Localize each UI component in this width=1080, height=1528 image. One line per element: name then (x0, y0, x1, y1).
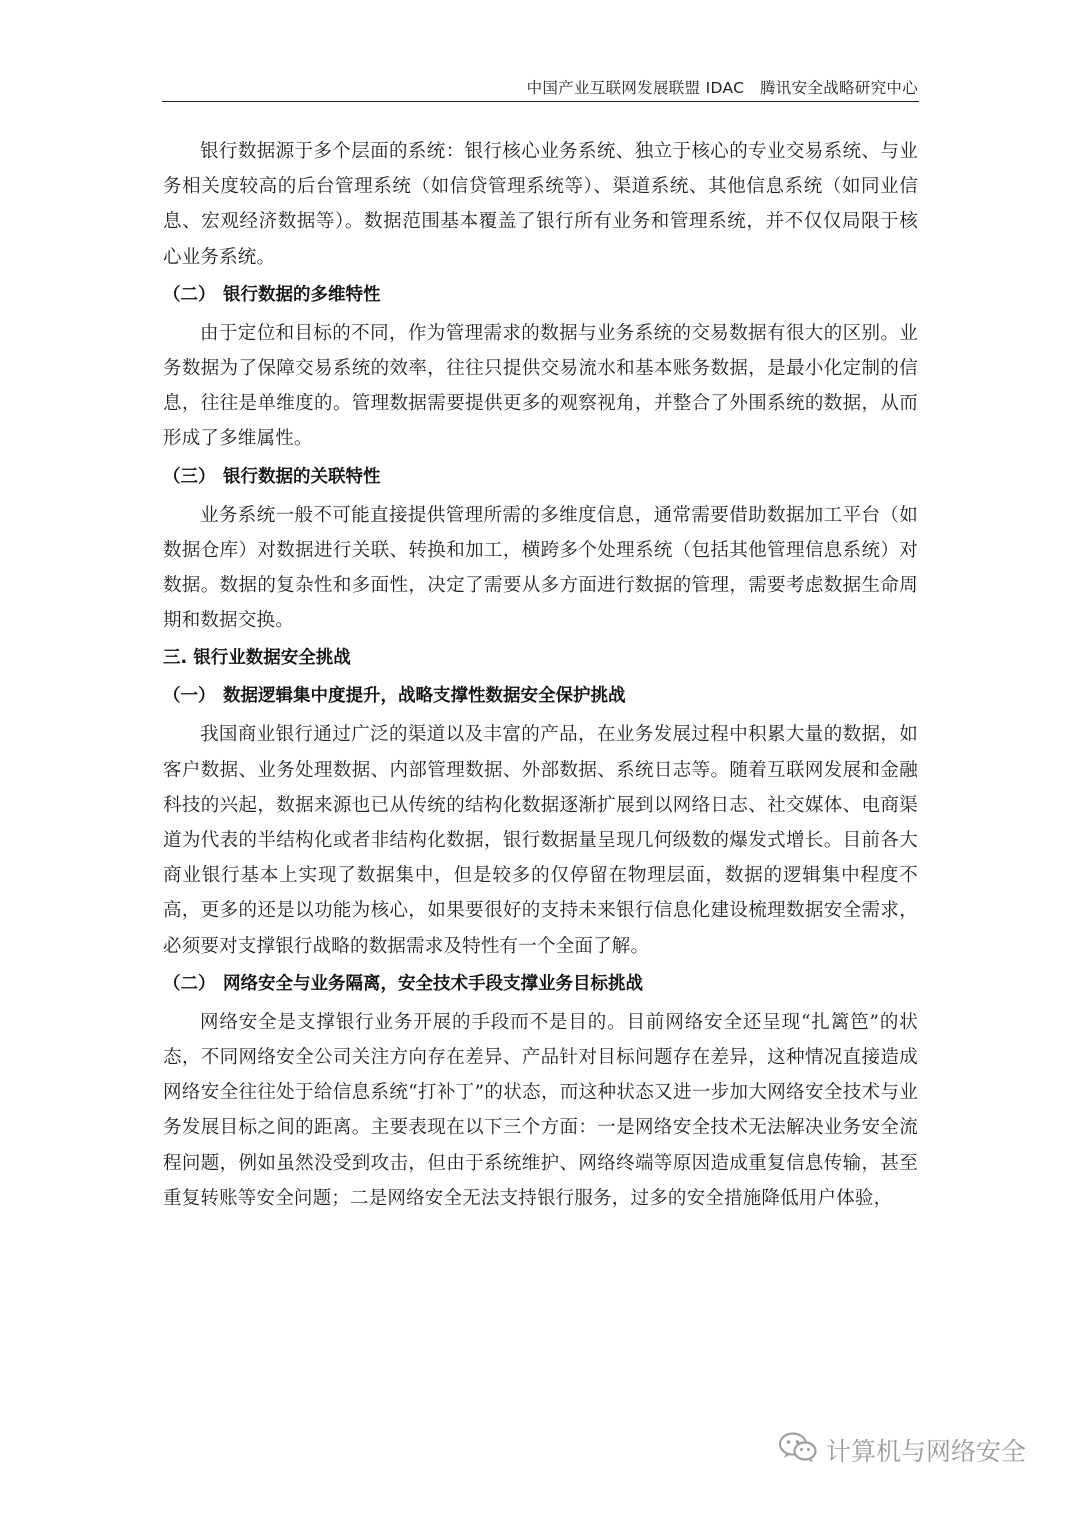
subheading-text: 数据逻辑集中度提升，战略支撑性数据安全保护挑战 (223, 686, 626, 707)
document-body (163, 134, 918, 1219)
watermark (778, 1430, 1026, 1470)
subheading-text: 网络安全与业务隔离，安全技术手段支撑业务目标挑战 (223, 973, 643, 994)
subheading-number: （二） (163, 284, 216, 305)
subheading (163, 278, 918, 312)
section-heading: 三. 银行业数据安全挑战 (163, 648, 351, 669)
subheading-number: （三） (163, 466, 216, 487)
paragraph: 网络安全是支撑银行业务开展的手段而不是目的。目前网络安全还呈现“扎篱笆”的状态，不同网络安全公司关注方向存在差异、产品针对目标问题存在差异，这种情况直接造成网络安全往往处于给信息系统“打补丁”的状态，而这种状态又进一步加大网络安全技术与业务发展目标之间的距离。主要表现在以下三个方面：一是网络安全技术无法解决业务安全流程问题，例如虽然没受到攻击，但由于系统维护、网络终端等原因造成重复信息传输，甚至重复转账等安全问题；二是网络安全无法支持银行服务，过多的安全措施降低用户体验， (163, 1011, 918, 1209)
subheading (163, 679, 918, 713)
subheading-number: （二） (163, 973, 216, 994)
subheading-text: 银行数据的关联特性 (223, 466, 381, 487)
paragraph: 业务系统一般不可能直接提供管理所需的多维度信息，通常需要借助数据加工平台（如数据仓库）对数据进行关联、转换和加工，横跨多个处理系统（包括其他管理信息系统）对数据。数据的复杂性和多面性，决定了需要从多方面进行数据的管理，需要考虑数据生命周期和数据交换。 (163, 504, 918, 632)
watermark-text: 计算机与网络安全 (826, 1437, 1027, 1466)
paragraph: 我国商业银行通过广泛的渠道以及丰富的产品，在业务发展过程中积累大量的数据，如客户数据、业务处理数据、内部管理数据、外部数据、系统日志等。随着互联网发展和金融科技的兴起，数据来源也已从传统的结构化数据逐渐扩展到以网络日志、社交媒体、电商渠道为代表的半结构化或者非结构化数据，银行数据量呈现几何级数的爆发式增长。目前各大商业银行基本上实现了数据集中，但是较多的仅停留在物理层面，数据的逻辑集中程度不高，更多的还是以功能为核心，如果要很好的支持未来银行信息化建设梳理数据安全需求，必须要对支撑银行战略的数据需求及特性有一个全面了解。 (163, 724, 918, 957)
paragraph: 银行数据源于多个层面的系统：银行核心业务系统、独立于核心的专业交易系统、与业务相关度较高的后台管理系统（如信贷管理系统等）、渠道系统、其他信息系统（如同业信息、宏观经济数据等）。数据范围基本覆盖了银行所有业务和管理系统，并不仅仅局限于核心业务系统。 (163, 141, 918, 268)
subheading (163, 967, 918, 1001)
subheading-number: （一） (163, 686, 216, 707)
paragraph: 由于定位和目标的不同，作为管理需求的数据与业务系统的交易数据有很大的区别。业务数据为了保障交易系统的效率，往往只提供交易流水和基本账务数据，是最小化定制的信息，往往是单维度的。管理数据需要提供更多的观察视角，并整合了外围系统的数据，从而形成了多维属性。 (163, 322, 918, 450)
subheading-text: 银行数据的多维特性 (223, 284, 381, 305)
page-header: 中国产业互联网发展联盟 IDAC 腾讯安全战略研究中心 (526, 79, 918, 97)
wechat-icon (778, 1430, 826, 1470)
subheading (163, 460, 918, 494)
header-divider (162, 101, 919, 102)
